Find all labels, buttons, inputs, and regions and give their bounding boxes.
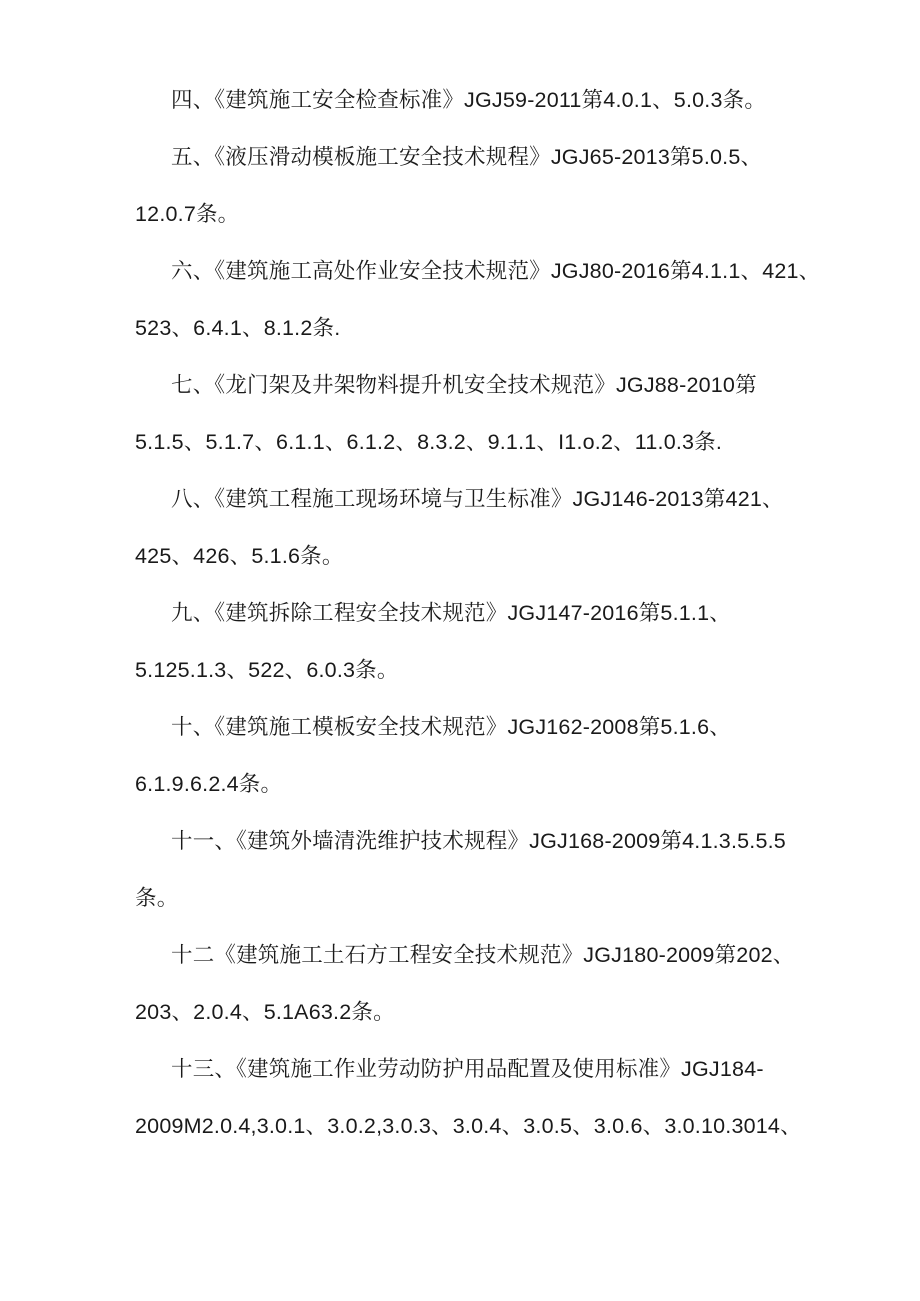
text-line: 八、《建筑工程施工现场环境与卫生标准》JGJ146-2013第421、 bbox=[171, 487, 784, 511]
text-line: 523、6.4.1、8.1.2条. bbox=[135, 316, 341, 340]
paragraph-item-7 bbox=[135, 357, 795, 471]
paragraph-item-10 bbox=[135, 699, 795, 813]
text-line: 2009M2.0.4,3.0.1、3.0.2,3.0.3、3.0.4、3.0.5、3.0.6、3.0.10.3014、 bbox=[135, 1114, 802, 1138]
paragraph-item-12 bbox=[135, 927, 795, 1041]
text-line: 203、2.0.4、5.1A63.2条。 bbox=[135, 1000, 395, 1024]
text-line: 425、426、5.1.6条。 bbox=[135, 544, 344, 568]
text-line: 十三、《建筑施工作业劳动防护用品配置及使用标准》JGJ184- bbox=[171, 1057, 764, 1081]
text-line: 5.1.5、5.1.7、6.1.1、6.1.2、8.3.2、9.1.1、I1.o.2、11.0.3条. bbox=[135, 430, 723, 454]
text-line: 十一、《建筑外墙清洗维护技术规程》JGJ168-2009第4.1.3.5.5.5 bbox=[171, 829, 786, 853]
text-line: 5.125.1.3、522、6.0.3条。 bbox=[135, 658, 399, 682]
paragraph-item-13 bbox=[135, 1041, 802, 1155]
paragraph-item-9 bbox=[135, 585, 795, 699]
paragraph-item-5 bbox=[135, 129, 795, 243]
text-line: 12.0.7条。 bbox=[135, 202, 240, 226]
text-line: 6.1.9.6.2.4条。 bbox=[135, 772, 283, 796]
text-line: 十、《建筑施工模板安全技术规范》JGJ162-2008第5.1.6、 bbox=[171, 715, 731, 739]
document-body bbox=[135, 72, 821, 1155]
paragraph-item-6 bbox=[135, 243, 821, 357]
paragraph-item-8 bbox=[135, 471, 795, 585]
text-line: 六、《建筑施工高处作业安全技术规范》JGJ80-2016第4.1.1、421、 bbox=[171, 259, 821, 283]
text-line: 九、《建筑拆除工程安全技术规范》JGJ147-2016第5.1.1、 bbox=[171, 601, 731, 625]
text-line: 四、《建筑施工安全检查标准》JGJ59-2011第4.0.1、5.0.3条。 bbox=[171, 88, 767, 112]
paragraph-item-4 bbox=[135, 72, 795, 129]
text-line: 十二《建筑施工土石方工程安全技术规范》JGJ180-2009第202、 bbox=[171, 943, 795, 967]
text-line: 五、《液压滑动模板施工安全技术规程》JGJ65-2013第5.0.5、 bbox=[171, 145, 763, 169]
text-line: 七、《龙门架及井架物料提升机安全技术规范》JGJ88-2010第 bbox=[171, 373, 757, 397]
text-line: 条。 bbox=[135, 886, 179, 910]
paragraph-item-11 bbox=[135, 813, 795, 927]
